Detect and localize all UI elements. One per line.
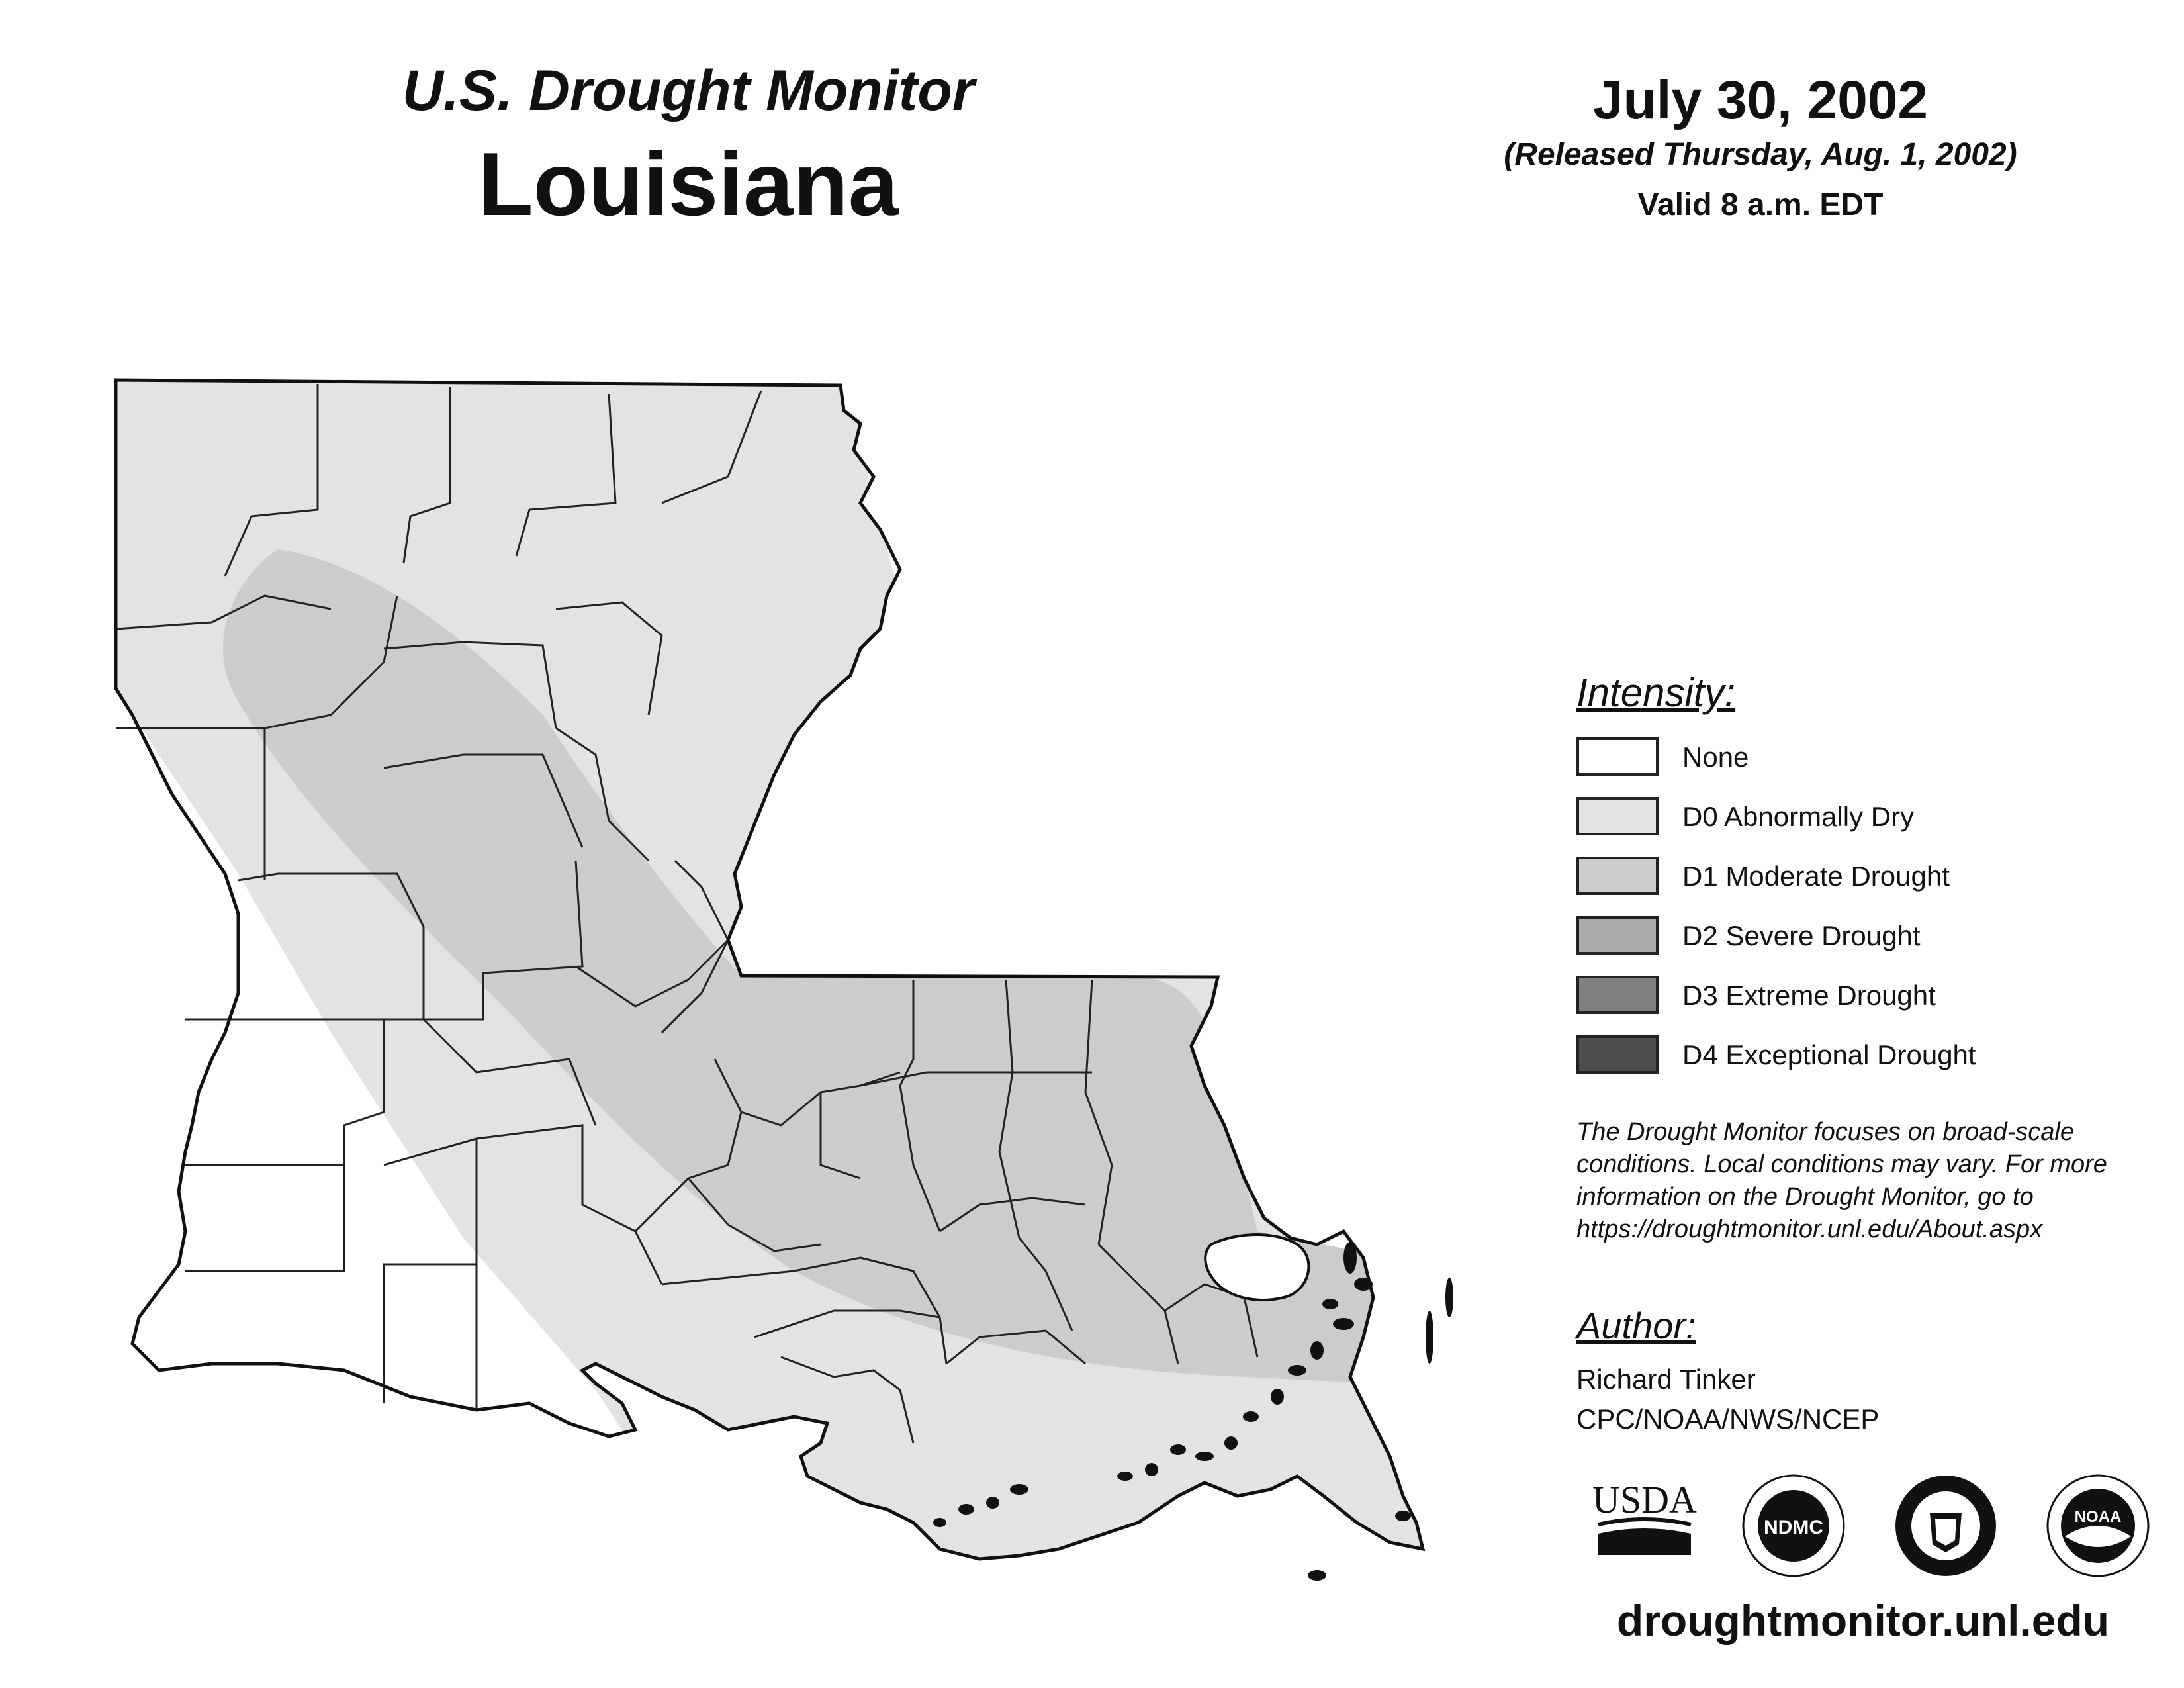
map-state-title: Louisiana	[478, 134, 899, 234]
legend-swatch-none	[1576, 737, 1659, 776]
map-date: July 30, 2002	[1592, 70, 1929, 130]
ndmc-logo-icon	[1741, 1473, 1846, 1579]
legend-swatch-d4	[1576, 1035, 1659, 1074]
map-series-title: U.S. Drought Monitor	[402, 59, 975, 122]
note-link[interactable]: https://droughtmonitor.unl.edu/About.aspx	[1576, 1215, 2043, 1243]
legend-item-d3	[1576, 976, 2106, 1018]
commerce-seal-icon	[1893, 1473, 1999, 1579]
ndmc-logo-text: NDMC	[1764, 1517, 1823, 1538]
legend-label: D0 Abnormally Dry	[1682, 801, 1915, 832]
legend-swatch-d3	[1576, 976, 1659, 1014]
legend-label: D3 Extreme Drought	[1682, 980, 1936, 1011]
note-line: The Drought Monitor focuses on broad-scale	[1576, 1118, 2074, 1146]
note-line: information on the Drought Monitor, go to	[1576, 1183, 2034, 1211]
noaa-logo-text: NOAA	[2074, 1508, 2122, 1526]
legend-label: D1 Moderate Drought	[1682, 861, 1950, 892]
drought-monitor-note	[1576, 1116, 2172, 1246]
legend-item-d2	[1576, 916, 2106, 959]
release-date: (Released Thursday, Aug. 1, 2002)	[1504, 137, 2017, 172]
usda-logo-icon	[1588, 1473, 1701, 1572]
legend-swatch-d0	[1576, 797, 1659, 835]
legend-item-d0	[1576, 797, 2106, 839]
legend-label: D4 Exceptional Drought	[1682, 1039, 1976, 1070]
legend-swatch-d1	[1576, 857, 1659, 895]
legend-item-none	[1576, 737, 2106, 780]
legend-item-d1	[1576, 857, 2106, 899]
legend-label: D2 Severe Drought	[1682, 920, 1921, 951]
legend-swatch-d2	[1576, 916, 1659, 955]
author-title: Author:	[1576, 1305, 1696, 1346]
author-name: Richard Tinker	[1576, 1364, 1756, 1395]
usda-logo-text: USDA	[1592, 1478, 1697, 1521]
legend-title: Intensity:	[1576, 671, 1736, 715]
noaa-logo-icon	[2045, 1473, 2151, 1579]
footer-url-link[interactable]: droughtmonitor.unl.edu	[1616, 1596, 2110, 1645]
author-org: CPC/NOAA/NWS/NCEP	[1576, 1403, 1880, 1434]
note-line: conditions. Local conditions may vary. For more	[1576, 1150, 2107, 1178]
valid-time: Valid 8 a.m. EDT	[1637, 187, 1884, 222]
legend-label: None	[1682, 741, 1749, 773]
legend-item-d4	[1576, 1035, 2106, 1078]
